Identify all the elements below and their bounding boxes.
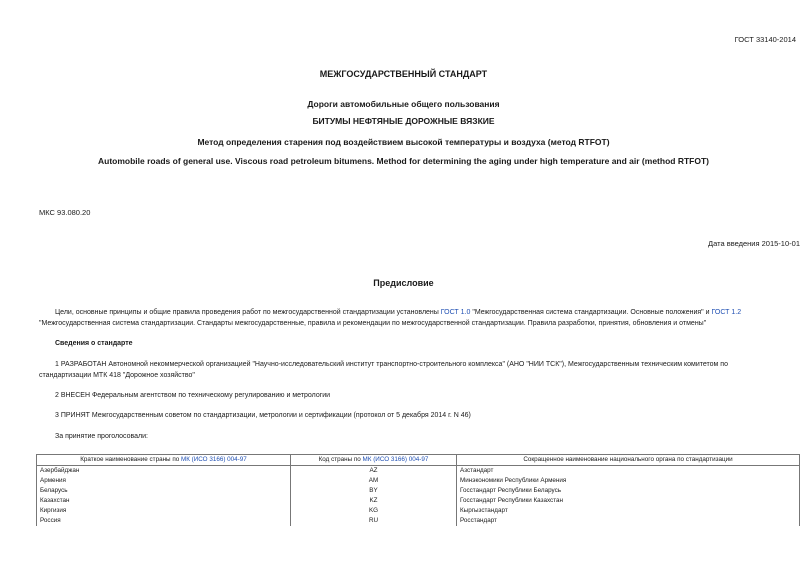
header-code: Код страны по МК (ИСО 3166) 004-97 <box>291 455 457 466</box>
voting-table <box>36 454 800 526</box>
cell-code: KG <box>291 506 457 516</box>
cell-body: Росстандарт <box>457 516 800 526</box>
header-country: Краткое наименование страны по МК (ИСО 3166) 004-97 <box>37 455 291 466</box>
cell-country: Киргизия <box>37 506 291 516</box>
table-row <box>37 496 800 506</box>
cell-body: Госстандарт Республики Беларусь <box>457 486 800 496</box>
cell-code: BY <box>291 486 457 496</box>
cell-country: Казахстан <box>37 496 291 506</box>
gost-1-0-link[interactable]: ГОСТ 1.0 <box>440 309 471 316</box>
para1-text-a: Цели, основные принципы и общие правила проведения работ по межгосударственной стандартизации установлены <box>55 309 441 316</box>
cell-body: Азстандарт <box>457 466 800 477</box>
intro-date: Дата введения 2015-10-01 <box>708 239 800 248</box>
preface-paragraph-line-2: "Межгосударственная система стандартизации. Стандарты межгосударственные, правила и рекомендации по межгосударственной стандартизации. Правила разработки, принятия, обновления и отмены" <box>39 320 707 327</box>
title-line-1: Дороги автомобильные общего пользования <box>307 99 500 109</box>
item-1-line-2: стандартизации МТК 418 "Дорожное хозяйство" <box>39 372 195 379</box>
preface-paragraph-line-1 <box>55 309 741 316</box>
preface-heading: Предисловие <box>373 278 434 288</box>
mk-iso-link[interactable]: МК (ИСО 3166) 004-97 <box>180 456 247 463</box>
cell-code: AZ <box>291 466 457 477</box>
para1-text-b: "Межгосударственная система стандартизации. Основные положения" и <box>470 309 712 316</box>
gost-1-2-link[interactable]: ГОСТ 1.2 <box>711 309 742 316</box>
title-english: Automobile roads of general use. Viscous road petroleum bitumens. Method for determining the aging under high temperature and air (method RTFOT) <box>98 156 709 166</box>
item-2: 2 ВНЕСЕН Федеральным агентством по техническому регулированию и метрологии <box>55 392 331 399</box>
title-line-3: Метод определения старения под воздействием высокой температуры и воздуха (метод RTFOT) <box>197 137 610 147</box>
mk-iso-link[interactable]: МК (ИСО 3166) 004-97 <box>362 456 429 463</box>
info-heading: Сведения о стандарте <box>55 340 133 347</box>
table-header-row <box>37 455 800 466</box>
cell-code: AM <box>291 476 457 486</box>
table-row <box>37 516 800 526</box>
standard-type: МЕЖГОСУДАРСТВЕННЫЙ СТАНДАРТ <box>319 69 488 79</box>
cell-country: Россия <box>37 516 291 526</box>
mks-code: МКС 93.080.20 <box>39 208 91 217</box>
table-row <box>37 486 800 496</box>
header-body: Сокращенное наименование национального органа по стандартизации <box>457 455 800 466</box>
table-row <box>37 466 800 477</box>
title-line-2: БИТУМЫ НЕФТЯНЫЕ ДОРОЖНЫЕ ВЯЗКИЕ <box>312 116 495 126</box>
table-row <box>37 506 800 516</box>
gost-number: ГОСТ 33140-2014 <box>734 35 796 44</box>
voted-label: За принятие проголосовали: <box>55 433 148 440</box>
cell-country: Беларусь <box>37 486 291 496</box>
cell-country: Армения <box>37 476 291 486</box>
cell-body: Минэкономики Республики Армения <box>457 476 800 486</box>
item-3: 3 ПРИНЯТ Межгосударственным советом по стандартизации, метрологии и сертификации (протокол от 5 декабря 2014 г. N 46) <box>55 412 471 419</box>
table-row <box>37 476 800 486</box>
cell-code: RU <box>291 516 457 526</box>
cell-code: KZ <box>291 496 457 506</box>
item-1-line-1: 1 РАЗРАБОТАН Автономной некоммерческой организацией "Научно-исследовательский институт транспортно-строительного комплекса" (АНО "НИИ ТСК"), Межгосударственным техническим комитетом по <box>55 361 728 368</box>
cell-country: Азербайджан <box>37 466 291 477</box>
cell-body: Кыргызстандарт <box>457 506 800 516</box>
cell-body: Госстандарт Республики Казахстан <box>457 496 800 506</box>
